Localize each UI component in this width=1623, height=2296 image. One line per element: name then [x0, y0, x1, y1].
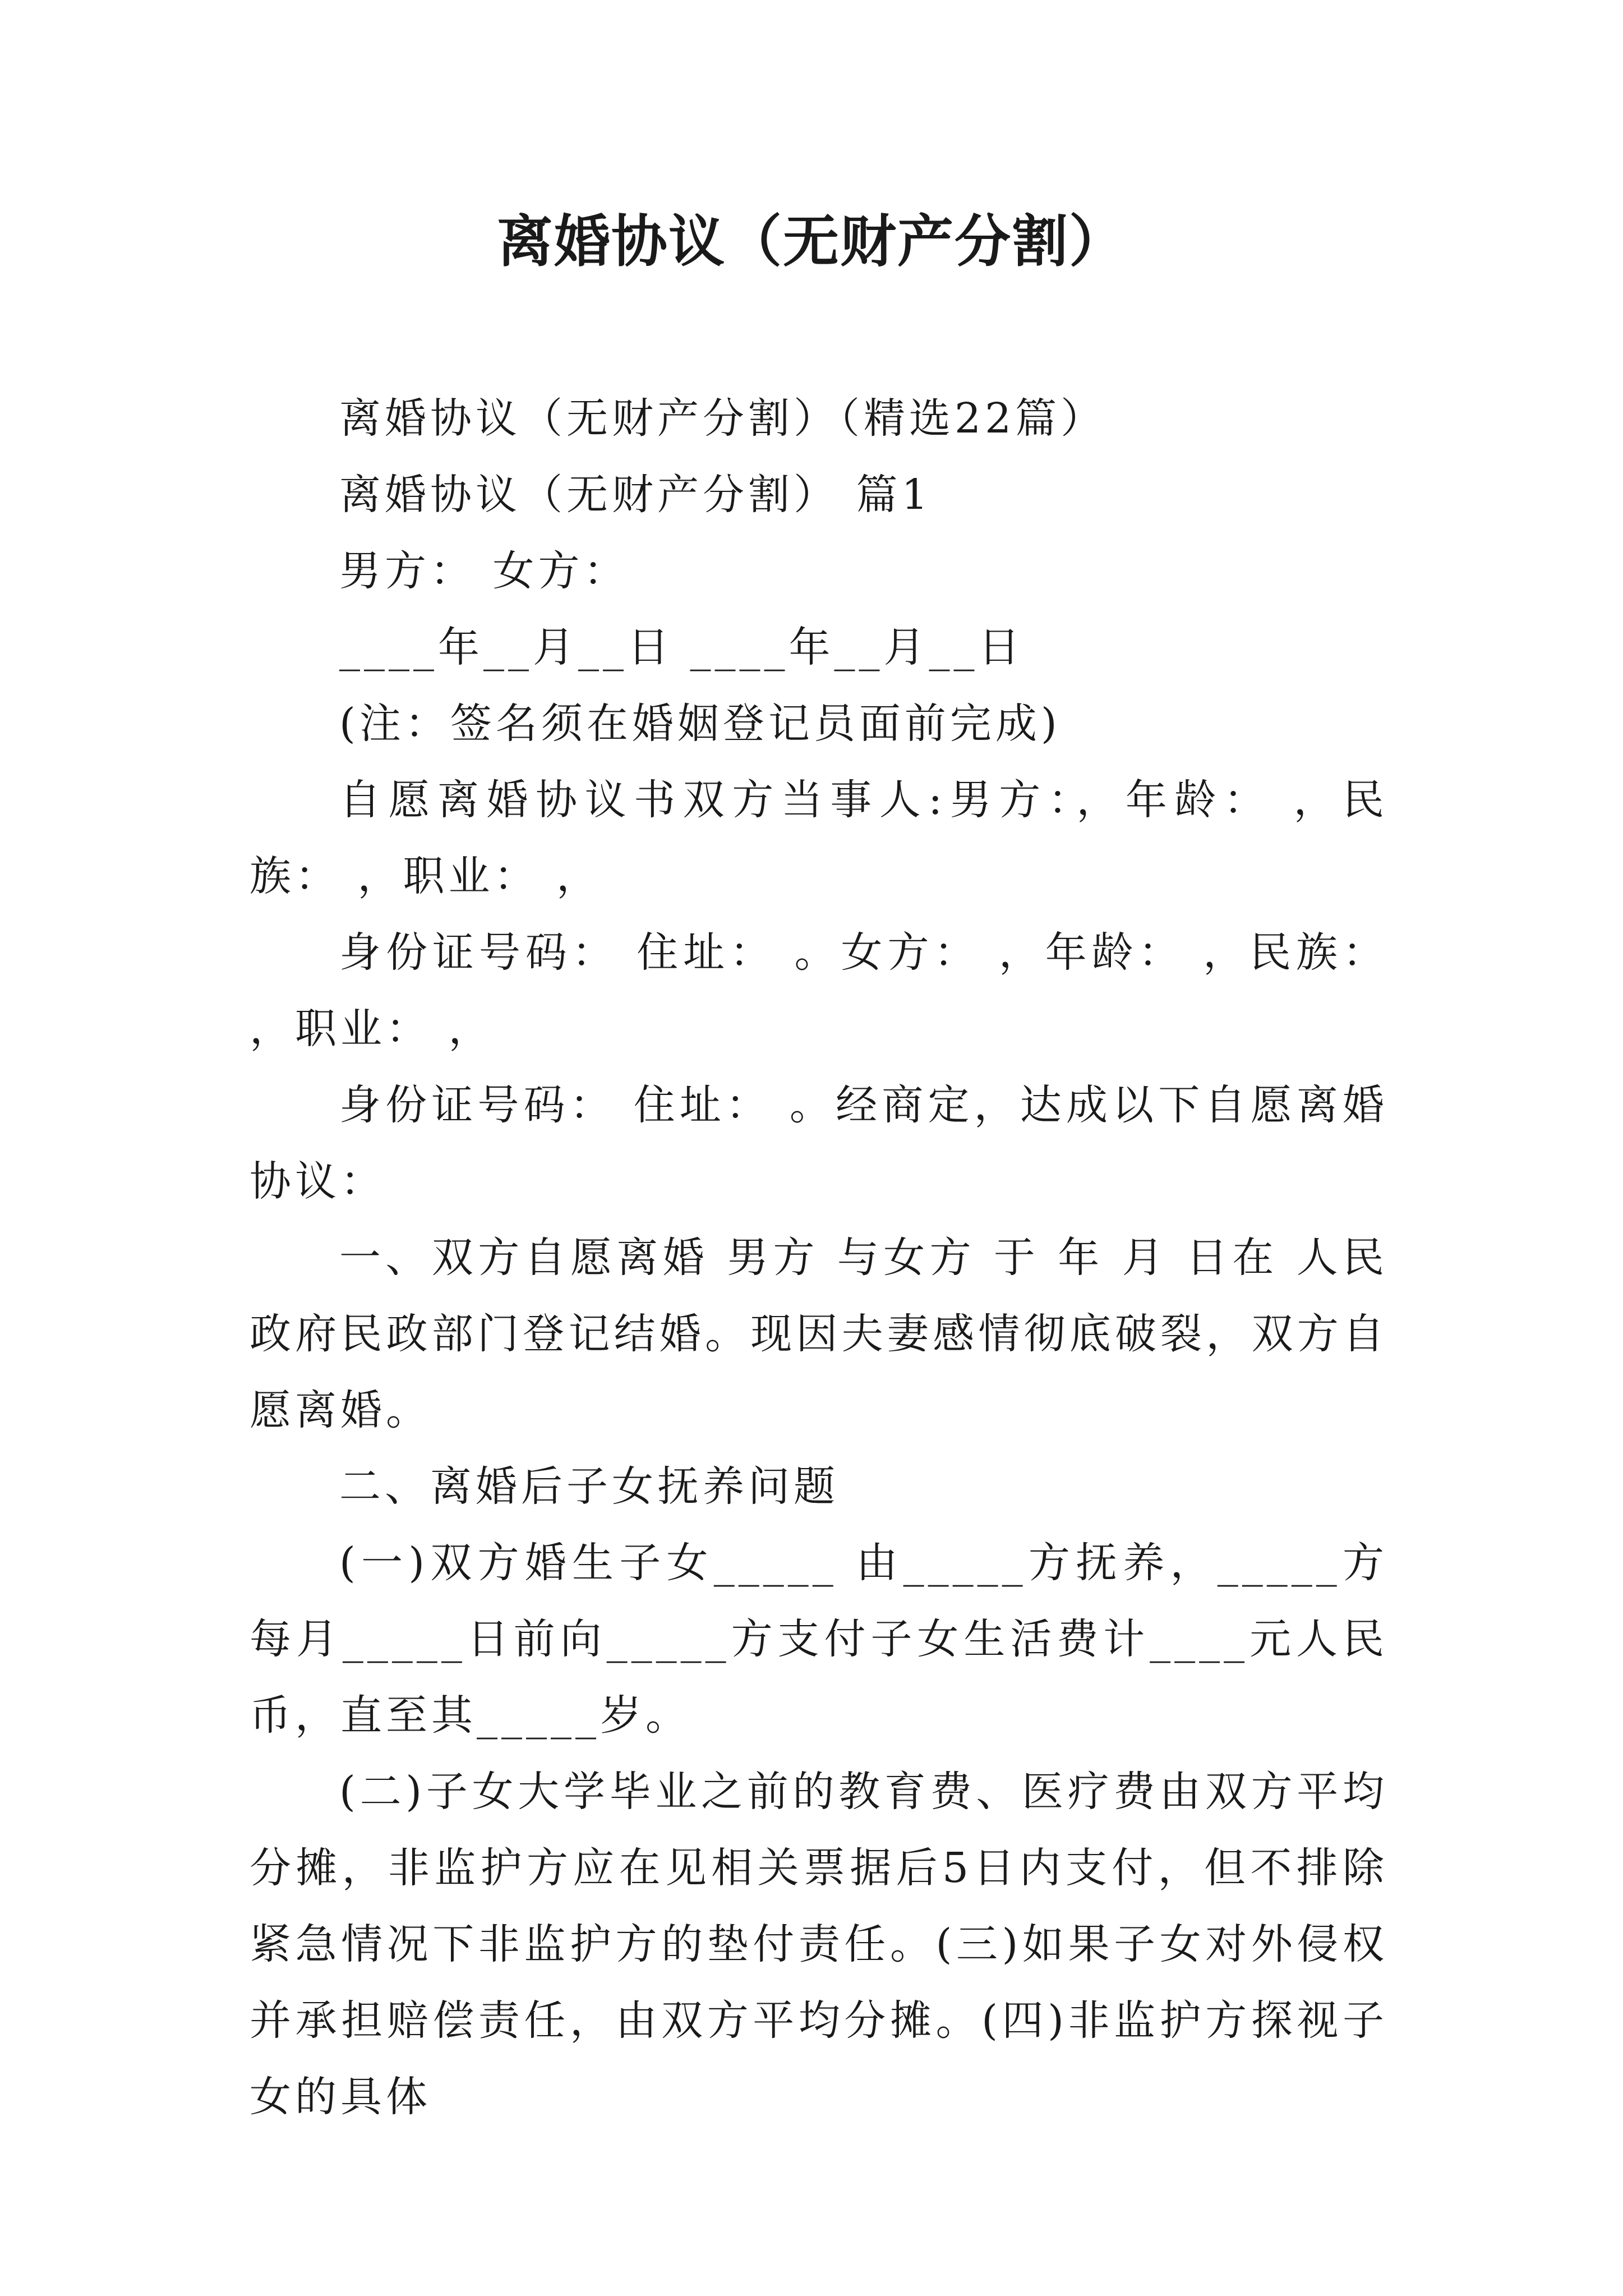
paragraph-agreement-intro: 身份证号码： 住址： 。经商定，达成以下自愿离婚协议：	[250, 1081, 1388, 1205]
paragraph-male-party: 自愿离婚协议书双方当事人:男方：，年龄： ，民族： ，职业： ，	[250, 776, 1388, 900]
paragraph-signatures: 男方： 女方：	[339, 547, 629, 595]
document-title: 离婚协议（无财产分割）	[497, 208, 1126, 274]
paragraph-section-heading: 离婚协议（无财产分割） 篇1	[339, 471, 932, 519]
paragraph-female-party: 身份证号码： 住址： 。女方： ，年龄： ，民族： ，职业： ，	[250, 928, 1388, 1053]
paragraph-clause-2-2: (二)子女大学毕业之前的教育费、医疗费由双方平均分摊，非监护方应在见相关票据后5日内支付，但不排除紧急情况下非监护方的垫付责任。(三)如果子女对外侵权并承担赔偿责任，由双方平均分摊。(四)非监护方探视子女的具体	[250, 1768, 1388, 2121]
paragraph-subtitle: 离婚协议（无财产分割）（精选22篇）	[339, 394, 1106, 443]
document-body	[250, 380, 1388, 2135]
paragraph-note: (注：签名须在婚姻登记员面前完成)	[339, 700, 1061, 748]
paragraph-dates: ____年__月__日 ____年__月__日	[339, 623, 1024, 671]
paragraph-clause-2-1: (一)双方婚生子女_____ 由_____方抚养，_____方每月_____日前向_____方支付子女生活费计____元人民币，直至其_____岁。	[250, 1539, 1388, 1740]
paragraph-clause-2-heading: 二、离婚后子女抚养问题	[339, 1462, 839, 1511]
paragraph-clause-1: 一、双方自愿离婚 男方 与女方 于 年 月 日在 人民政府民政部门登记结婚。现因夫妻感情彻底破裂，双方自愿离婚。	[250, 1234, 1388, 1434]
